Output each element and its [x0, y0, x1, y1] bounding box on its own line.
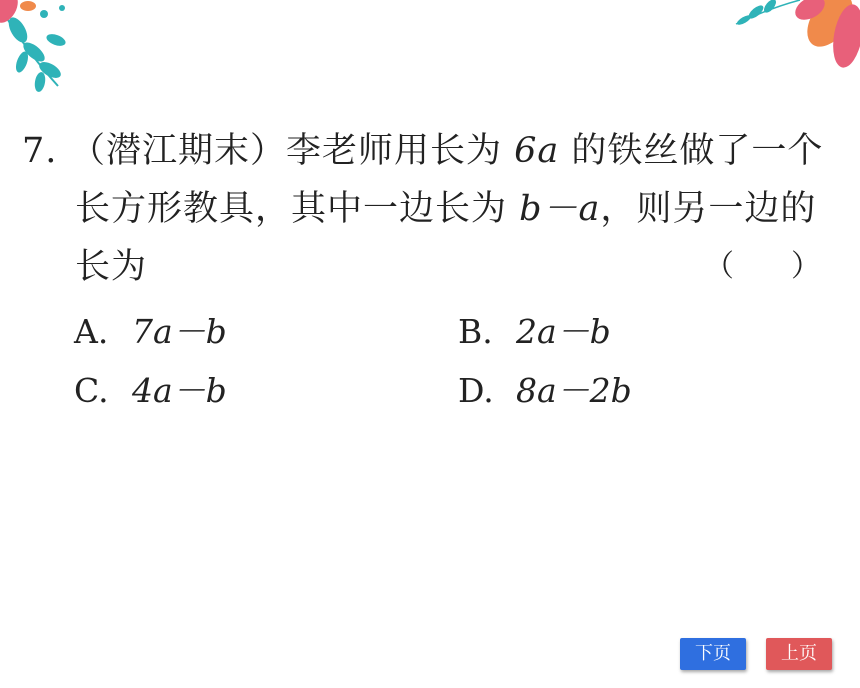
option-b [458, 306, 611, 353]
math-expression: 6a [514, 131, 560, 171]
next-page-button[interactable]: 下页 [680, 638, 746, 670]
option-expression: 2a－b [516, 312, 611, 351]
question-text: 李老师用长为 [286, 131, 515, 171]
option-expression: 4a－b [132, 371, 227, 410]
option-label: C. [74, 371, 109, 410]
option-expression: 7a－b [132, 312, 227, 351]
option-a [74, 306, 227, 353]
question-text: 长为 [75, 247, 148, 287]
option-c [74, 365, 227, 412]
question-line-3 [22, 238, 822, 296]
question-block [22, 122, 822, 296]
option-label: D. [458, 371, 494, 410]
question-number: 7. [22, 131, 58, 171]
question-text: 长方形教具，其中一边长为 [75, 189, 520, 229]
question-text: 的铁丝做了一个 [559, 131, 824, 171]
math-expression: b－a [519, 189, 601, 229]
option-label: A. [74, 312, 109, 351]
question-source: （潜江期末） [70, 131, 287, 171]
option-label: B. [458, 312, 493, 351]
floral-decoration-left [0, 0, 90, 100]
floral-decoration-right [730, 0, 860, 80]
question-line-2 [22, 180, 822, 238]
option-expression: 8a－2b [516, 371, 632, 410]
option-d [458, 365, 632, 412]
question-text: ，则另一边的 [600, 189, 817, 229]
answer-blank: （ ） [704, 249, 822, 284]
question-line-1 [22, 122, 822, 180]
previous-page-button[interactable]: 上页 [766, 638, 832, 670]
